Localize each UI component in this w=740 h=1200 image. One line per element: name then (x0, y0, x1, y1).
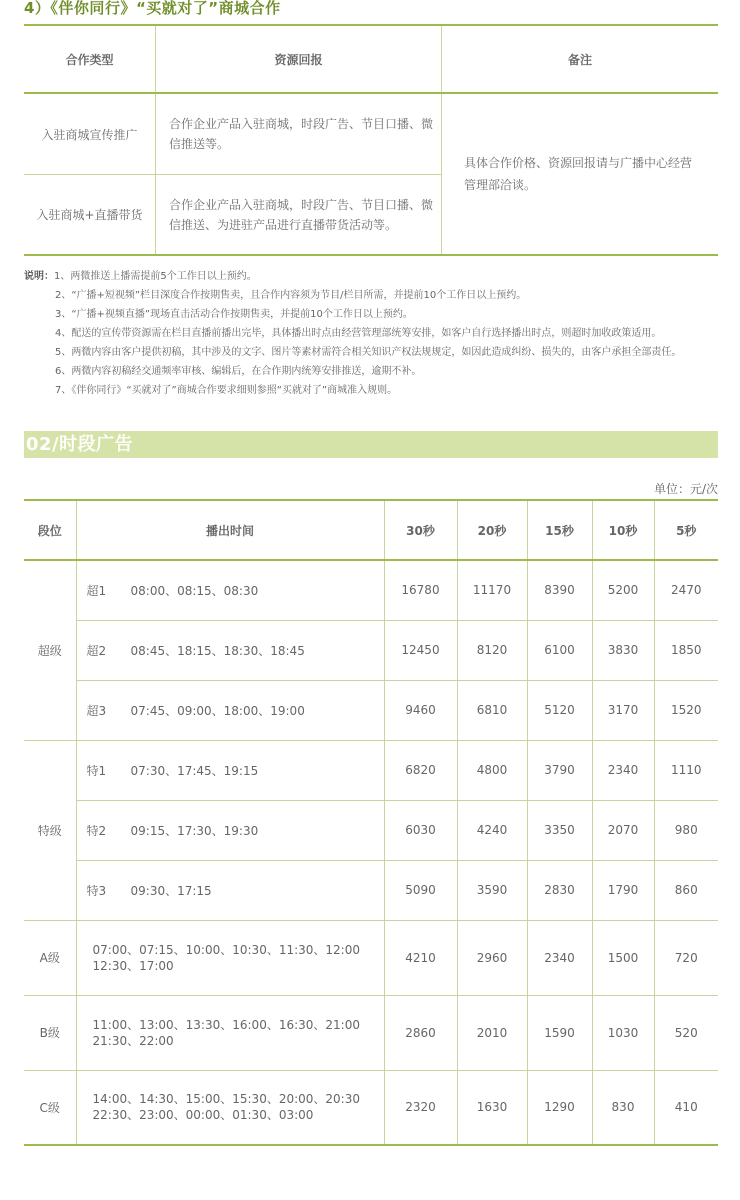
coop-header-resource: 资源回报 (156, 26, 442, 92)
price-20s: 4800 (457, 740, 527, 800)
price-15s: 3350 (527, 800, 592, 860)
notes-label: 说明： (24, 271, 54, 282)
price-15s: 2830 (527, 860, 592, 920)
price-30s: 12450 (384, 620, 457, 680)
price-30s: 6030 (384, 800, 457, 860)
slot-code: 超1 (86, 583, 107, 598)
header-30s: 30秒 (384, 500, 457, 560)
time-cell (76, 860, 384, 920)
slot-code: 超3 (86, 703, 107, 718)
slot-times: 09:15、17:30、19:30 (130, 823, 259, 838)
price-5s: 1850 (670, 643, 702, 657)
note-item (24, 267, 724, 286)
price-10s: 3830 (592, 620, 654, 680)
slot-times: 07:00、07:15、10:00、10:30、11:30、12:00 12:30、17:00 (76, 920, 384, 995)
price-5s: 980 (674, 823, 698, 837)
note-item: 4、配送的宣传带资源需在栏目直播前播出完毕，具体播出时点由经营管理部统筹安排，如客户自行选择播出时点，则超时加收政策适用。 (55, 328, 662, 339)
price-10s: 2070 (592, 800, 654, 860)
price-20s: 2960 (457, 920, 527, 995)
price-10s: 830 (592, 1070, 654, 1145)
time-cell (76, 560, 384, 620)
time-cell (76, 680, 384, 740)
price-30s: 16780 (384, 560, 457, 620)
header-20s: 20秒 (457, 500, 527, 560)
price-15s: 8390 (527, 560, 592, 620)
price-10s: 1790 (592, 860, 654, 920)
ad-table-header (24, 500, 718, 560)
price-15s: 1590 (527, 995, 592, 1070)
price-10s: 3170 (592, 680, 654, 740)
coop-row (24, 94, 442, 174)
slot-times: 14:00、14:30、15:00、15:30、20:00、20:30 22:30、23:00、00:00、01:30、03:00 (76, 1070, 384, 1145)
price-5s: 860 (674, 883, 698, 897)
tier-label: B级 (24, 995, 76, 1070)
price-30s: 2860 (384, 995, 457, 1070)
price-20s: 8120 (457, 620, 527, 680)
table-row (24, 1070, 718, 1145)
tier-label: A级 (24, 920, 76, 995)
header-tier: 段位 (24, 500, 76, 560)
price-5s: 720 (674, 950, 698, 965)
price-20s: 3590 (457, 860, 527, 920)
slot-times: 07:45、09:00、18:00、19:00 (130, 703, 305, 718)
slot-times: 09:30、17:15 (130, 883, 212, 898)
table-row (24, 680, 718, 740)
table-row (24, 995, 718, 1070)
coop-remark: 具体合作价格、资源回报请与广播中心经营管理部洽谈。 (464, 156, 693, 192)
unit-label: 单位：元/次 (653, 482, 718, 496)
time-cell (76, 800, 384, 860)
tier-label: 特级 (24, 740, 76, 920)
table-row (24, 560, 718, 620)
section-title: 02/时段广告 (26, 434, 134, 455)
price-20s: 1630 (457, 1070, 527, 1145)
table-row (24, 740, 718, 800)
slot-times: 08:00、08:15、08:30 (130, 583, 259, 598)
coop-header-type: 合作类型 (24, 26, 156, 92)
table-row (24, 860, 718, 920)
price-30s: 5090 (384, 860, 457, 920)
price-20s: 11170 (457, 560, 527, 620)
coop-resource: 合作企业产品入驻商城，时段广告、节目口播、微信推送、为进驻产品进行直播带货活动等。 (156, 175, 442, 254)
slot-code: 特2 (86, 823, 107, 838)
price-20s: 4240 (457, 800, 527, 860)
price-5s: 1520 (670, 703, 702, 717)
price-10s: 1500 (592, 920, 654, 995)
price-15s: 1290 (527, 1070, 592, 1145)
note-item: 7、《伴你同行》“买就对了”商城合作要求细则参照“买就对了”商城准入规则。 (55, 385, 398, 396)
coop-table-header (24, 26, 718, 94)
price-15s: 2340 (527, 920, 592, 995)
note-item: 5、两微内容由客户提供初稿，其中涉及的文字、图片等素材需符合相关知识产权法规规定，如因此造成纠纷、损失的，由客户承担全部责任。 (55, 347, 682, 358)
slot-times: 07:30、17:45、19:15 (130, 763, 259, 778)
coop-table (24, 24, 718, 256)
time-cell (76, 740, 384, 800)
price-15s: 6100 (527, 620, 592, 680)
price-30s: 9460 (384, 680, 457, 740)
slot-code: 超2 (86, 643, 107, 658)
price-5s: 410 (674, 1100, 698, 1115)
price-5s: 1110 (670, 763, 702, 777)
price-30s: 4210 (384, 920, 457, 995)
price-10s: 2340 (592, 740, 654, 800)
note-item: 3、“广播+视频直播”现场直击活动合作按期售卖，并提前10个工作日以上预约。 (55, 309, 413, 320)
header-5s: 5秒 (676, 523, 697, 538)
tier-label: C级 (24, 1070, 76, 1145)
price-5s: 2470 (670, 583, 702, 598)
slot-times: 11:00、13:00、13:30、16:00、16:30、21:00 21:30、22:00 (76, 995, 384, 1070)
slot-times: 08:45、18:15、18:30、18:45 (130, 643, 305, 658)
ad-price-table (24, 499, 718, 1146)
price-15s: 5120 (527, 680, 592, 740)
header-time: 播出时间 (76, 500, 384, 560)
note-item: 2、“广播+短视频”栏目深度合作按期售卖，且合作内容须为节目/栏目所需，并提前10个工作日以上预约。 (55, 290, 527, 301)
coop-row (24, 174, 442, 254)
slot-code: 特1 (86, 763, 107, 778)
coop-type: 入驻商城+直播带货 (24, 175, 156, 254)
coop-resource: 合作企业产品入驻商城，时段广告、节目口播、微信推送等。 (156, 94, 442, 174)
header-10s: 10秒 (592, 500, 654, 560)
slot-code: 特3 (86, 883, 107, 898)
coop-header-remark: 备注 (567, 52, 592, 67)
header-15s: 15秒 (527, 500, 592, 560)
time-cell (76, 620, 384, 680)
coop-section-title: 4）《伴你同行》“买就对了”商城合作 (24, 0, 281, 17)
coop-type: 入驻商城宣传推广 (24, 94, 156, 174)
table-row (24, 920, 718, 995)
table-row (24, 800, 718, 860)
tier-label: 超级 (24, 560, 76, 740)
price-30s: 2320 (384, 1070, 457, 1145)
price-10s: 1030 (592, 995, 654, 1070)
table-row (24, 620, 718, 680)
price-5s: 520 (674, 1025, 698, 1040)
price-20s: 2010 (457, 995, 527, 1070)
note-item: 6、两微内容初稿经交通频率审核、编辑后，在合作期内统筹安排推送，逾期不补。 (55, 366, 422, 377)
price-30s: 6820 (384, 740, 457, 800)
price-10s: 5200 (592, 560, 654, 620)
section-header (24, 431, 718, 458)
price-20s: 6810 (457, 680, 527, 740)
price-15s: 3790 (527, 740, 592, 800)
note-text: 1、两微推送上播需提前5个工作日以上预约。 (54, 271, 257, 282)
notes (24, 267, 724, 400)
